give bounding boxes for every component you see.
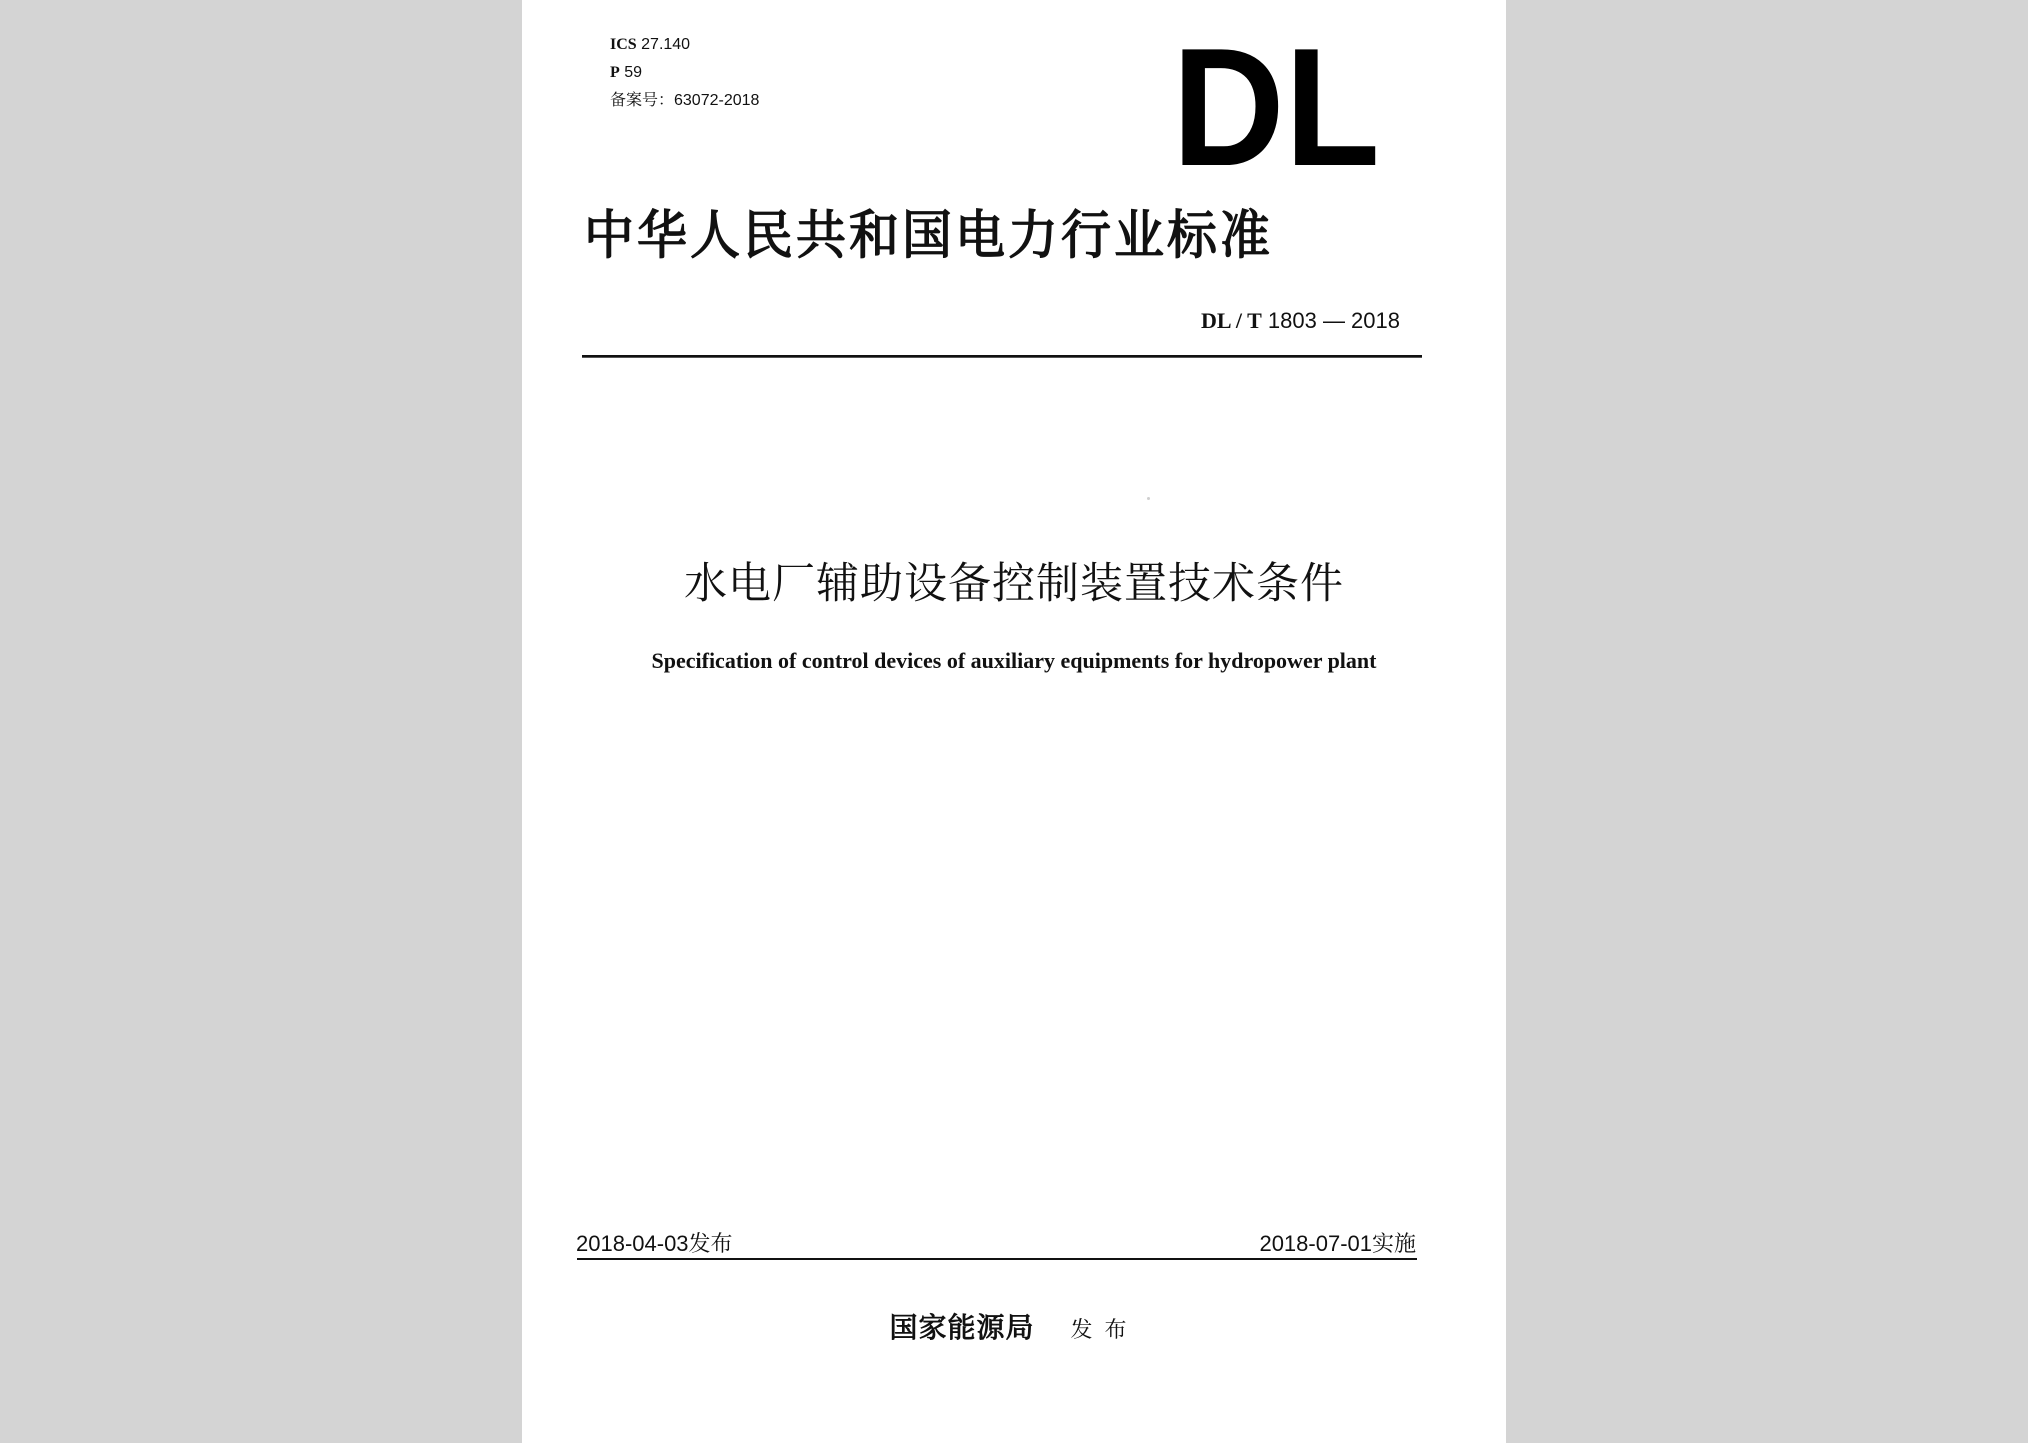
publisher-verb: 发布 [1070, 1318, 1139, 1343]
class-value: 59 [624, 64, 643, 81]
ics-code [610, 36, 690, 54]
ics-value: 27.140 [641, 36, 691, 53]
footer-divider [577, 1258, 1417, 1260]
issue-date: 2018-04-03发布 [576, 1231, 733, 1256]
scan-speck [1147, 497, 1150, 500]
publisher-line [522, 1306, 1506, 1346]
classification-code [610, 64, 642, 82]
class-label: P [610, 64, 620, 81]
english-title: Specification of control devices of auxiliary equipments for hydropower plant [651, 648, 1377, 673]
chinese-title: 水电厂辅助设备控制装置技术条件 [684, 559, 1344, 609]
standard-code [1201, 308, 1400, 334]
dl-logo [1172, 44, 1382, 174]
document-page [522, 0, 1506, 1443]
dl-logo-text: DL [1172, 44, 1380, 174]
publisher-name: 国家能源局 [889, 1311, 1035, 1344]
header-divider [582, 355, 1422, 358]
standard-code-number: 1803 — 2018 [1267, 308, 1400, 333]
standard-code-prefix: DL / T [1201, 308, 1262, 333]
record-number: 备案号：63072-2018 [610, 92, 760, 109]
organization-title: 中华人民共和国电力行业标准 [584, 203, 1273, 266]
ics-label: ICS [610, 36, 637, 53]
effective-date: 2018-07-01实施 [1259, 1231, 1416, 1256]
